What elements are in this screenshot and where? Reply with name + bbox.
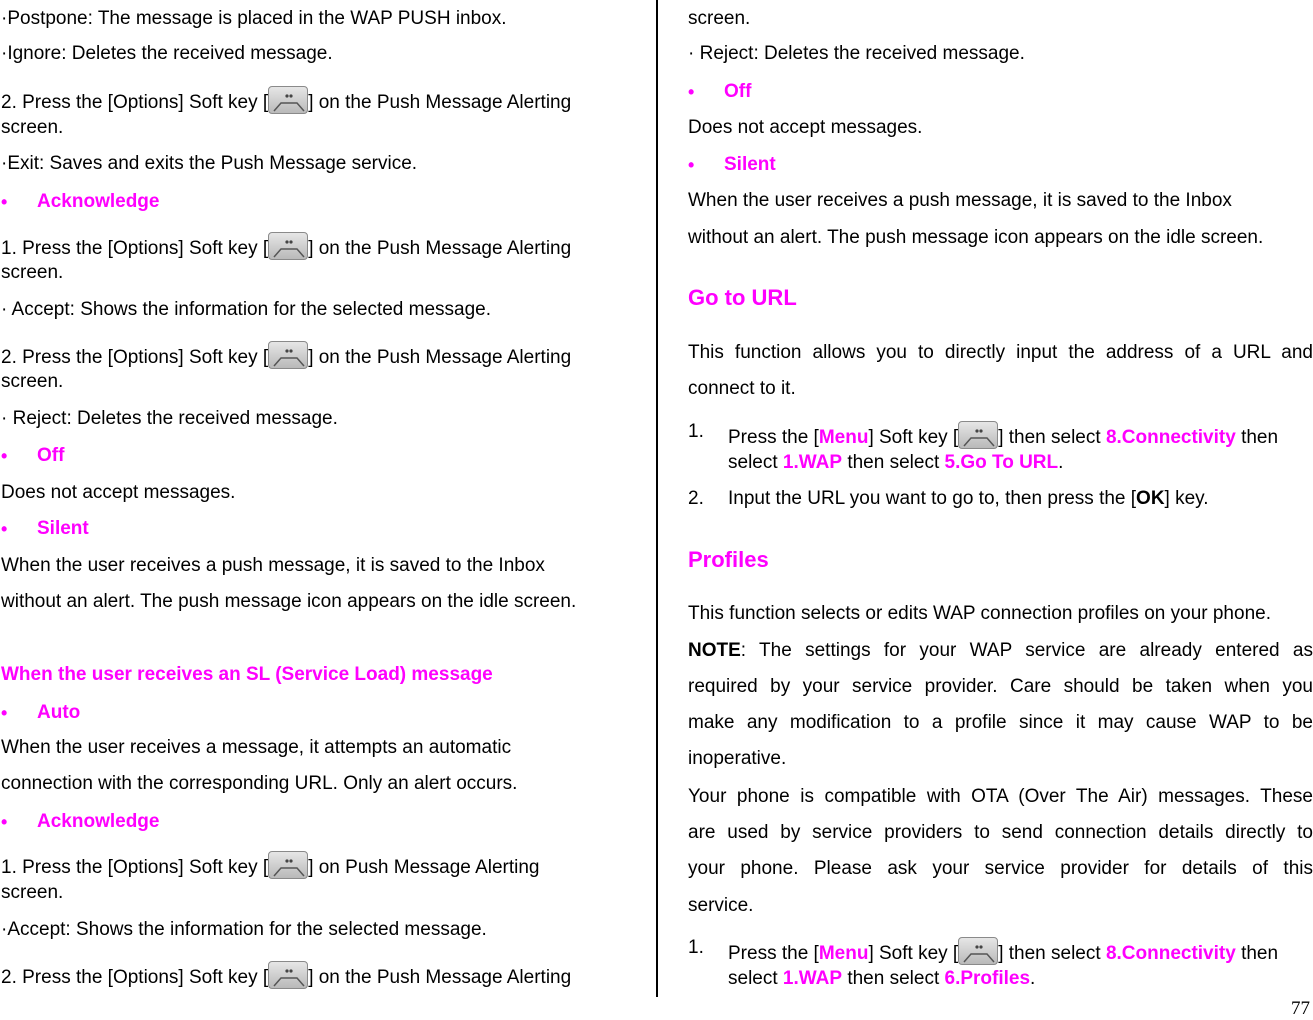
bullet-icon: •: [1, 519, 8, 539]
text-line: make any modification to a profile since it may cause WAP to be: [688, 712, 1313, 733]
text-line: This function selects or edits WAP connection profiles on your phone.: [688, 603, 1271, 624]
text-line: · Reject: Deletes the received message.: [1, 408, 338, 429]
text-line: your phone. Please ask your service provider for details of this: [688, 858, 1313, 879]
text-line: 2. Press the [Options] Soft key [ ] on the Push Message Alerting: [1, 961, 571, 989]
text-line: screen.: [1, 117, 64, 138]
bullet-icon: •: [688, 82, 695, 102]
soft-key-icon: [268, 232, 308, 260]
bullet-icon: •: [1, 446, 8, 466]
text-line: Does not accept messages.: [688, 117, 923, 138]
text-line: When the user receives a message, it attempts an automatic: [1, 737, 512, 758]
bullet-icon: •: [688, 155, 695, 175]
column-divider: [656, 0, 658, 997]
text-line: This function allows you to directly input the address of a URL and: [688, 342, 1313, 363]
text-line: When the user receives a push message, it is saved to the Inbox: [688, 190, 1232, 211]
text-line: When the user receives a push message, it is saved to the Inbox: [1, 555, 545, 576]
text-line: screen.: [1, 882, 64, 903]
text-line: are used by service providers to send connection details directly to: [688, 822, 1313, 843]
soft-key-icon: [268, 851, 308, 879]
text-line: 2. Press the [Options] Soft key [ ] on the Push Message Alerting: [1, 86, 571, 114]
soft-key-icon: [268, 341, 308, 369]
text-line: · Reject: Deletes the received message.: [688, 43, 1025, 64]
bullet-icon: •: [1, 703, 8, 723]
section-heading: Go to URL: [688, 285, 797, 310]
text-line: ·Ignore: Deletes the received message.: [1, 43, 333, 64]
section-heading: Profiles: [688, 547, 769, 572]
text-line: ·Exit: Saves and exits the Push Message service.: [1, 153, 418, 174]
text-line: connection with the corresponding URL. Only an alert occurs.: [1, 773, 518, 794]
text-line: 2. Press the [Options] Soft key [ ] on the Push Message Alerting: [1, 341, 571, 369]
text-line: Your phone is compatible with OTA (Over The Air) messages. These: [688, 786, 1313, 807]
text-line: ·Accept: Shows the information for the selected message.: [1, 919, 487, 940]
bullet-icon: •: [1, 812, 8, 832]
section-heading: When the user receives an SL (Service Load) message: [1, 664, 493, 685]
page-number: 77: [1291, 998, 1310, 1019]
text-line: Does not accept messages.: [1, 482, 236, 503]
soft-key-icon: [958, 421, 998, 449]
text-line: screen.: [1, 371, 64, 392]
text-line: connect to it.: [688, 378, 796, 399]
text-line: · Accept: Shows the information for the selected message.: [1, 299, 492, 320]
text-line: 1. Press the [Options] Soft key [ ] on the Push Message Alerting: [1, 232, 571, 260]
text-line: 1. Press the [Options] Soft key [ ] on Push Message Alerting: [1, 851, 540, 879]
text-line: ·Postpone: The message is placed in the WAP PUSH inbox.: [1, 8, 507, 29]
text-line: service.: [688, 895, 754, 916]
text-line: without an alert. The push message icon appears on the idle screen.: [1, 591, 577, 612]
soft-key-icon: [268, 961, 308, 989]
text-line: screen.: [688, 8, 751, 29]
text-line: required by your service provider. Care should be taken when you: [688, 676, 1313, 697]
bullet-icon: •: [1, 192, 8, 212]
text-line: inoperative.: [688, 748, 787, 769]
text-line: without an alert. The push message icon appears on the idle screen.: [688, 227, 1264, 248]
text-line: screen.: [1, 262, 64, 283]
text-line: NOTE: The settings for your WAP service are already entered as: [688, 640, 1313, 661]
soft-key-icon: [958, 937, 998, 965]
soft-key-icon: [268, 86, 308, 114]
